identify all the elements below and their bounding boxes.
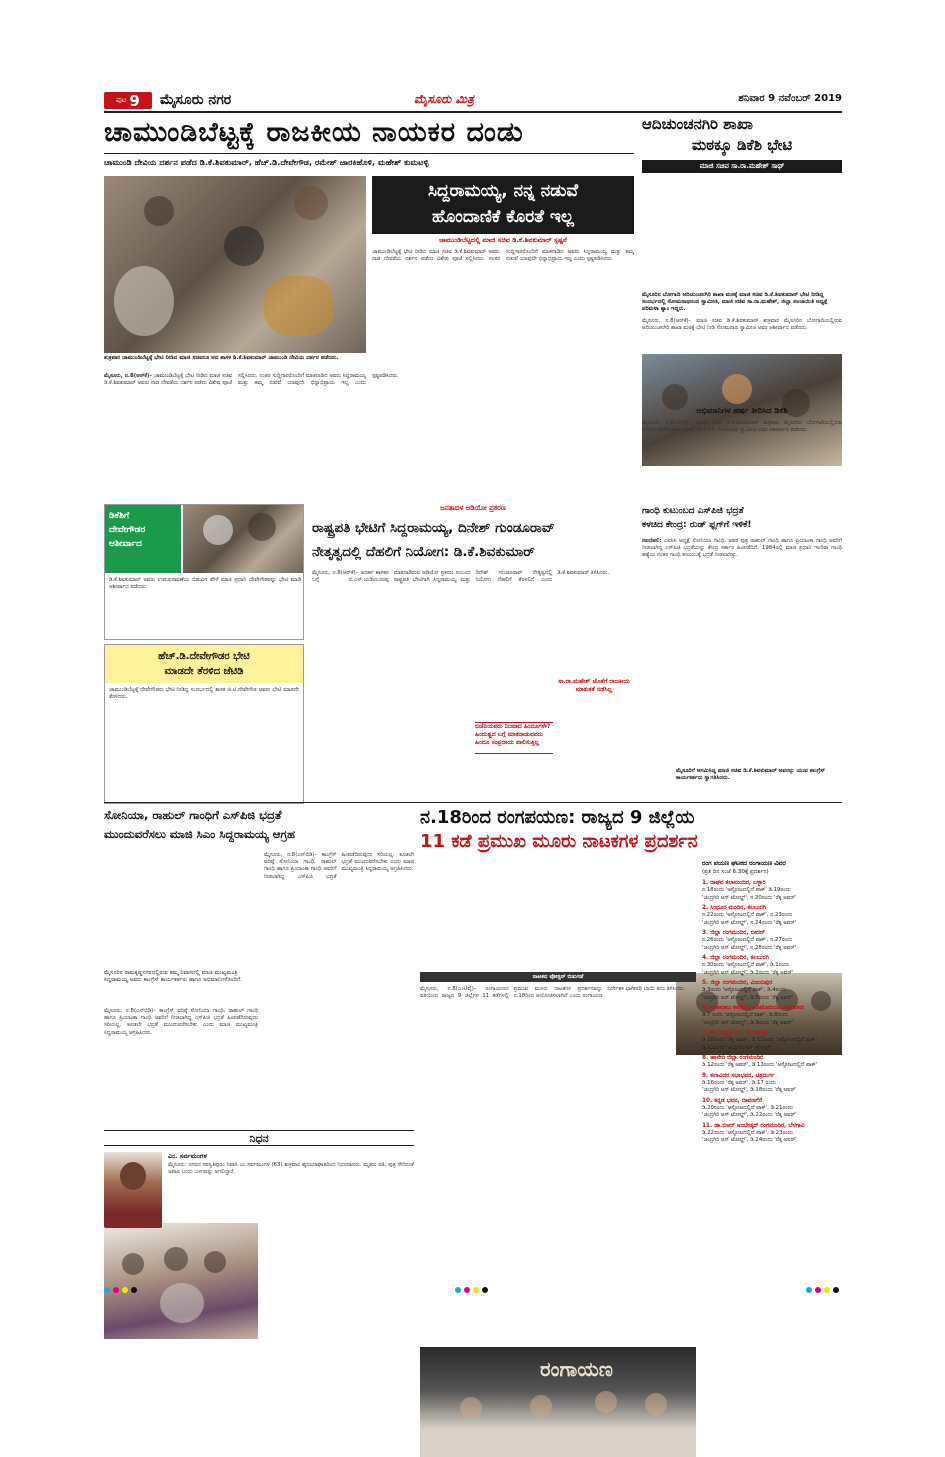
- schedule-subtitle: (ಪ್ರತಿ ದಿನ ಸಂಜೆ 6.30ಕ್ಕೆ ಪ್ರದರ್ಶನ): [702, 869, 769, 875]
- schedule-show: 'ಚಂದ್ರಗಿರಿ ಅನ್ ಟೋಲ್ಡ್', ನ.20ರಂದು 'ರೆಕ್ಕ ಅವರ್': [702, 894, 797, 901]
- schedule-show: 'ಚಂದ್ರಗಿರಿ ಅನ್ ಟೋಲ್ಡ್', ಡಿ.5ರಂದು 'ರೆಕ್ಕ ಅವರ್': [702, 994, 794, 1001]
- side1-photo-caption: ಮೈಸೂರಿನ ಬೋಗಾದಿ ಆದಿಚುಂಚನಗಿರಿ ಶಾಖಾ ಮಠಕ್ಕೆ ಮಾಜಿ ಸಚಿವ ಡಿ.ಕೆ.ಶಿವಕುಮಾರ್ ಭೇಟಿ ನೀಡಿದ್ದ ಸಂದರ್ಭದಲ್ಲಿ ಸೋಮನಾಥನಂದ ಸ್ವಾಮೀಜಿ, ಮಾಜಿ ಸಚಿವ ಸಾ.ರಾ.ಮಹೇಶ್, ಜಿಲ್ಲಾ ಪಂಚಾಯಿತಿ ಅಧ್ಯಕ್ಷೆ ಪರಿಮಳಾ ಶ್ಯಾಂ ಇದ್ದರು.: [642, 292, 828, 312]
- lead-body: ಚಾಮುಂಡಿಬೆಟ್ಟಕ್ಕೆ ಭೇಟಿ ನೀಡಿದ ಮಾಜಿ ಸಚಿವ ಡಿ.ಕೆ.ಶಿವಕುಮಾರ್ ಅವರು ನಾಡ ದೇವತೆಯ ದರ್ಶನ ಪಡೆದು ವಿಶೇಷ ಪೂಜೆ ಸಲ್ಲಿಸಿದರು. ನಂತರ ಸುದ್ದಿಗಾರರೊಂದಿಗೆ ಮಾತನಾಡಿದ ಅವರು ಸಿದ್ದರಾಮಯ್ಯ ಮತ್ತು ತಮ್ಮ ನಡುವೆ ಯಾವುದೇ ಭಿನ್ನಾಭಿಪ್ರಾಯ ಇಲ್ಲ ಎಂದು ಸ್ಪಷ್ಟಪಡಿಸಿದರು.: [104, 373, 399, 387]
- story4-headline-line2: 11 ಕಡೆ ಪ್ರಮುಖ ಮೂರು ನಾಟಕಗಳ ಪ್ರದರ್ಶನ: [420, 831, 698, 852]
- schedule-show: 'ಚಂದ್ರಗಿರಿ ಅನ್ ಟೋಲ್ಡ್', ಡಿ.18ರಂದು 'ರೆಕ್ಕ ಅವರ್': [702, 1087, 797, 1093]
- side2-text: [642, 538, 842, 678]
- story3-body-left: ಮೈಸೂರು, ನ.8(ಎಸ್‌ಬಿಡಿ)– ಕಾಂಗ್ರೆಸ್ ವರಿಷ್ಠೆ ಸೋನಿಯಾ ಗಾಂಧಿ, ರಾಹುಲ್ ಗಾಂಧಿ ಹಾಗೂ ಪ್ರಿಯಾಂಕಾ ಗಾಂಧಿ ಅವರಿಗೆ ನೀಡಲಾಗಿದ್ದ ಎಸ್‌ಪಿಜಿ ಭದ್ರತೆ ಹಿಂಪಡೆದಿರುವುದು ಸರಿಯಲ್ಲ. ಕೂಡಲೇ ಭದ್ರತೆ ಮುಂದುವರೆಸಬೇಕು ಎಂದು ಮಾಜಿ ಮುಖ್ಯಮಂತ್ರಿ ಸಿದ್ದರಾಮಯ್ಯ ಆಗ್ರಹಿಸಿದರು.: [104, 1008, 258, 1036]
- schedule-show: ನ.26ರಂದು 'ಆಸ್ಫೋಟದಲ್ಲಿದೆ ಪಾಕ್', ನ.27ರಂದು: [702, 937, 793, 943]
- box2-body: ಚಾಮುಂಡಿಬೆಟ್ಟಕ್ಕೆ ದೇವೇಗೌಡರು ಭೇಟಿ ನೀಡಿದ್ದ ಸಂದರ್ಭದಲ್ಲಿ ಶಾಸಕ ಜಿ.ಟಿ.ದೇವೇಗೌಡ ಅವರು ಭೇಟಿ ಮಾಡದೇ ತೆರಳಿದರು.: [109, 687, 299, 701]
- story4-photo-caption: ನಾಟಕದ ಪೋಸ್ಟರ್ ಬಿಡುಗಡೆ: [420, 972, 696, 982]
- header-rule: [104, 111, 842, 113]
- schedule-venue: 1. ರಾಘವ ಕಲಾಮಂದಿರ, ಬಳ್ಳಾರಿ: [702, 880, 766, 886]
- schedule-venue: 9. ಕಲಾವಿದರ ಸಭಾಭವನ, ಚಿತ್ರದುರ್ಗ: [702, 1072, 775, 1079]
- dot-magenta: [815, 1287, 821, 1293]
- lead-headline: ಚಾಮುಂಡಿಬೆಟ್ಟಕ್ಕೆ ರಾಜಕೀಯ ನಾಯಕರ ದಂಡು: [104, 117, 524, 148]
- story2-headline-line2: ನೇತೃತ್ವದಲ್ಲಿ ದೆಹಲಿಗೆ ನಿಯೋಗ: ಡಿ.ಕೆ.ಶಿವಕುಮಾರ್: [312, 544, 535, 560]
- box1-title-line2: ದೇವೇಗೌಡರ: [109, 525, 146, 535]
- schedule-venue: 3. ಜಿಲ್ಲಾ ರಂಗಮಂದಿರ, ಬೀದರ್: [702, 930, 765, 936]
- schedule-show: 'ಚಂದ್ರಗಿರಿ ಅನ್ ಟೋಲ್ಡ್', ಡಿ.24ರಂದು 'ರೆಕ್ಕ ಅವರ್': [702, 1137, 797, 1143]
- box1-title-line1: ಡಿಕೆಶಿಗೆ: [109, 511, 130, 521]
- schedule-show: ಡಿ.3ರಂದು 'ಆಸ್ಫೋಟದಲ್ಲಿದೆ ಪಾಕ್', ಡಿ.4ರಂದು: [702, 987, 787, 993]
- story4-headline-line1: ನ.18ರಿಂದ ರಂಗಪಯಣ: ರಾಜ್ಯದ 9 ಜಿಲ್ಲೆಯ: [420, 807, 695, 828]
- schedule-show: ಡಿ.12ರಂದು 'ಚಂದ್ರಗಿರಿ ಅನ್ ಟೋಲ್ಡ್': [702, 1044, 771, 1051]
- story3-body: ಮೈಸೂರು, ನ.8(ಎಸ್‌ಬಿಡಿ)– ಕಾಂಗ್ರೆಸ್ ವರಿಷ್ಠೆ ಸೋನಿಯಾ ಗಾಂಧಿ, ರಾಹುಲ್ ಗಾಂಧಿ ಹಾಗೂ ಪ್ರಿಯಾಂಕಾ ಗಾಂಧಿ ಅವರಿಗೆ ನೀಡಲಾಗಿದ್ದ ಎಸ್‌ಪಿಜಿ ಭದ್ರತೆ ಹಿಂಪಡೆದಿರುವುದು ಸರಿಯಲ್ಲ. ಕೂಡಲೇ ಭದ್ರತೆ ಮುಂದುವರೆಸಬೇಕು ಎಂದು ಮಾಜಿ ಮುಖ್ಯಮಂತ್ರಿ ಸಿದ್ದರಾಮಯ್ಯ ಆಗ್ರಹಿಸಿದರು.: [264, 852, 414, 880]
- divider-mid: [104, 802, 842, 803]
- page-number: 9: [129, 91, 140, 110]
- box1-title: [105, 505, 181, 573]
- dot-yellow: [473, 1287, 479, 1293]
- story2-subhead: ಸಾ.ರಾ.ಮಹೇಶ್ ಜೊತೆಗೆ ರಾಜಕೀಯ ಮಾತುಕತೆ ನಡೆಸಿಲ್ಲ: [558, 678, 630, 693]
- lead-rule: [104, 153, 634, 154]
- story2-kicker: ಜನತಾದಳ ಅಡಿಯೋ ಪ್ರಕರಣ: [440, 504, 506, 512]
- box2-title-line1: ಹೆಚ್.ಡಿ.ದೇವೇಗೌಡರ ಭೇಟಿ: [158, 651, 250, 662]
- schedule-title: ರಂಗ ಪಯಣ ಘಟಕದ ರಂಗಾಯಣ ವಿವರ: [702, 860, 786, 867]
- story2-body: ಮೈಸೂರು, ನ.8(ಆರ್‌ಕೆ)– ಅನರ್ಹ ಶಾಸಕರ ಬಗ್ಗೆ ಬಿ.ಎಸ್.ಯಡಿಯೂರಪ್ಪ ಮಾತನಾಡಿರುವ ಆಡಿಯೋ ಪ್ರಕರಣ ಸಂಬಂಧ ರಾಷ್ಟ್ರಪತಿ ಭೇಟಿಗಾಗಿ ಸಿದ್ದರಾಮಯ್ಯ ಮತ್ತು ದಿನೇಶ್ ಗುಂಡೂರಾವ್ ನೇತೃತ್ವದಲ್ಲಿ ನಿಯೋಗ ದೆಹಲಿಗೆ ತೆರಳಲಿದೆ ಎಂದು ಡಿ.ಕೆ.ಶಿವಕುಮಾರ್ ತಿಳಿಸಿದರು.: [312, 570, 610, 584]
- schedule-venue: 11. ಡಾ.ಬಿಆರ್ ಅಂಬೇಡ್ಕರ್ ರಂಗಮಂದಿರ, ಬೆಳಗಾವಿ: [702, 1122, 805, 1129]
- dot-black: [482, 1287, 488, 1293]
- obituary-heading: ನಿಧನ: [104, 1130, 414, 1146]
- box1-title-line3: ಆಶೀರ್ವಾದ: [109, 539, 142, 549]
- schedule-show: ನ.30ರಂದು 'ಆಸ್ಫೋಟದಲ್ಲಿದೆ ಪಾಕ್', ಡಿ.1ರಂದು: [702, 962, 790, 968]
- lead-dateline: ಮೈಸೂರು, ನ.8(ಆರ್‌ಕೆ)–: [104, 373, 153, 379]
- schedule-show: ಡಿ.22ರಂದು 'ಆಸ್ಫೋಟದಲ್ಲಿದೆ ಪಾಕ್', ಡಿ.23ರಂದು: [702, 1129, 793, 1136]
- schedule-venue: 2. ಸಿಂಧೂರ ಮಂದಿರ, ಕಲಬುರಗಿ: [702, 905, 766, 911]
- schedule-box: [702, 860, 842, 1260]
- registration-dots-center: [455, 1278, 491, 1297]
- side2-body: ಎಐಸಿಸಿ ಅಧ್ಯಕ್ಷೆ ಸೋನಿಯಾ ಗಾಂಧಿ, ಅವರ ಪುತ್ರ ರಾಹುಲ್ ಗಾಂಧಿ ಹಾಗೂ ಪ್ರಿಯಾಂಕಾ ಗಾಂಧಿ ಅವರಿಗೆ ನೀಡಲಾಗಿದ್ದ ಎಸ್‌ಪಿಜಿ ಭದ್ರತೆಯನ್ನು ಕೇಂದ್ರ ಸರ್ಕಾರ ಹಿಂಪಡೆದಿದೆ. 1984ರಲ್ಲಿ ಮಾಜಿ ಪ್ರಧಾನಿ ಇಂದಿರಾ ಗಾಂಧಿ ಹತ್ಯೆಯ ನಂತರ ಗಾಂಧಿ ಕುಟುಂಬಕ್ಕೆ ಭದ್ರತೆ ನೀಡಲಾಗಿತ್ತು.: [642, 538, 842, 559]
- schedule-venue: 4. ಜಿಲ್ಲಾ ರಂಗಮಂದಿರ, ಕಲಬುರಗಿ: [702, 955, 769, 961]
- side1-headline-line2: ಮಠಕ್ಕೂ ಡಿಕೆಶಿ ಭೇಟಿ: [691, 136, 793, 154]
- side1-body-2: ಮೈಸೂರು, ನ.8(ಆರ್‌ಕೆ)– ಮಾಜಿ ಸಚಿವ ಡಿ.ಕೆ.ಶಿವಕುಮಾರ್ ಶುಕ್ರವಾರ ಮೈಸೂರಿನ ಬೋಗಾದಿಯಲ್ಲಿರುವ ಆದಿಚುಂಚನಗಿರಿ ಶಾಖಾ ಮಠಕ್ಕೆ ಭೇಟಿ ನೀಡಿ ಸೋಮನಾಥ ಸ್ವಾಮೀಜಿ ಅವರ ಆಶೀರ್ವಾದ ಪಡೆದರು.: [642, 420, 842, 434]
- dot-magenta: [464, 1287, 470, 1293]
- story4-banner-text: ರಂಗಾಯಣ: [540, 1357, 613, 1381]
- story3-headline-line2: ಮುಂದುವರೆಸಲು ಮಾಜಿ ಸಿಎಂ ಸಿದ್ದರಾಮಯ್ಯ ಆಗ್ರಹ: [104, 827, 296, 841]
- story3-photo-caption: ಮೈಸೂರಿನ ರಾಮಕೃಷ್ಣನಗರದಲ್ಲಿರುವ ತಮ್ಮ ನಿವಾಸದಲ್ಲಿ ಮಾಜಿ ಮುಖ್ಯಮಂತ್ರಿ ಸಿದ್ದರಾಮಯ್ಯ ಅವರು ಕಾಂಗ್ರೆಸ್ ಕಾರ್ಯಕರ್ತರು ಹಾಗೂ ಅಭಿಮಾನಿಗಳೊಂದಿಗೆ.: [104, 970, 243, 983]
- issue-date: ಶನಿವಾರ 9 ನವೆಂಬರ್ 2019: [738, 93, 842, 104]
- side2-dateline: ನವದೆಹಲಿ:: [642, 538, 662, 544]
- schedule-show: ಡಿ.12ರಂದು 'ರೆಕ್ಕ ಅವರ್', ಡಿ.13ರಂದು 'ಆಸ್ಫೋಟದಲ್ಲಿದೆ ಪಾಕ್': [702, 1062, 817, 1068]
- story2-headline-line1: ರಾಷ್ಟ್ರಪತಿ ಭೇಟಿಗೆ ಸಿದ್ದರಾಮಯ್ಯ, ದಿನೇಶ್ ಗುಂಡೂರಾವ್: [312, 520, 555, 536]
- box1-body: ಡಿ.ಕೆ.ಶಿವಕುಮಾರ್ ಅವರು ಉಪಚುನಾವಣೆಯ ಬಿಡುವಿನ ವೇಳೆ ಮಾಜಿ ಪ್ರಧಾನಿ ದೇವೇಗೌಡರನ್ನು ಭೇಟಿ ಮಾಡಿ ಆಶೀರ್ವಾದ ಪಡೆದರು.: [109, 577, 301, 591]
- side1-subhead: ಅಭಿಮಾನಿಗಳ ಹರ್ಷ ತೀರಿಸಿದ ಡಿಕೆಶಿ: [696, 406, 788, 415]
- schedule-show: ನ.22ರಂದು 'ಆಸ್ಫೋಟದಲ್ಲಿದೆ ಪಾಕ್', ನ.23ರಂದು: [702, 912, 793, 918]
- side1-kicker: ಮಾಜಿ ಸಚಿವ ಸಾ.ರಾ.ಮಹೇಶ್ ಸಾಥ್: [642, 160, 842, 173]
- schedule-show: ನ.18ರಂದು 'ಆಸ್ಫೋಟದಲ್ಲಿದೆ ಪಾಕ್' ಡಿ.19ರಂದು: [702, 887, 791, 893]
- side1-headline: [642, 114, 842, 158]
- section-title: ಮೈಸೂರು ನಗರ: [160, 92, 232, 108]
- story2-headline: [312, 516, 634, 566]
- page-header: [104, 90, 842, 112]
- schedule-venue: 8. ಹಾವೇರಿ ಜಿಲ್ಲಾ ರಂಗಮಂದಿರ: [702, 1055, 764, 1061]
- box2-title-line2: ಮಾಡದೇ ತೆರಳಿದ ಜೆಟಿಡಿ: [164, 666, 244, 677]
- registration-dots-right: [806, 1278, 842, 1297]
- lead-quote-line1: ಸಿದ್ದರಾಮಯ್ಯ, ನನ್ನ ನಡುವೆ: [427, 181, 579, 201]
- box1: [104, 504, 304, 640]
- story2-pullquote: ಬಿಜೆಪಿಯವರು ನಿಜವಾದ ಹಿಂದೂಗಳೇ? ಹಿಂದುತ್ವದ ಬಗ್ಗೆ ಮಾತನಾಡುವವರು ಹಿಂದೂ ಸಂಪ್ರದಾಯ ಪಾಲಿಸುತ್ತಿಲ್ಲ: [475, 722, 553, 754]
- schedule-venue: 10. ಕನ್ನಡ ಭವನ, ದಾವಣಗೆರೆ: [702, 1097, 763, 1104]
- side2-headline: [642, 504, 842, 536]
- obituary-photo: [104, 1152, 162, 1228]
- obituary: [104, 1130, 414, 1260]
- lead-quote-kicker: ಚಾಮುಂಡಿಬೆಟ್ಟದಲ್ಲಿ ಮಾಜಿ ಸಚಿವ ಡಿ.ಕೆ.ಶಿವಕುಮಾರ್ ಸ್ಪಷ್ಟನೆ: [439, 236, 567, 244]
- schedule-show: 'ಚಂದ್ರಗಿರಿ ಅನ್ ಟೋಲ್ಡ್', ನ.24ರಂದು 'ರೆಕ್ಕ ಅವರ್': [702, 919, 797, 926]
- schedule-show: 'ಚಂದ್ರಗಿರಿ ಅನ್ ಟೋಲ್ಡ್', ಡಿ.9ರಂದು 'ರೆಕ್ಕ ಅವರ್': [702, 1019, 794, 1026]
- lead-body-right: ಚಾಮುಂಡಿಬೆಟ್ಟಕ್ಕೆ ಭೇಟಿ ನೀಡಿದ ಮಾಜಿ ಸಚಿವ ಡಿ.ಕೆ.ಶಿವಕುಮಾರ್ ಅವರು ನಾಡ ದೇವತೆಯ ದರ್ಶನ ಪಡೆದು ವಿಶೇಷ ಪೂಜೆ ಸಲ್ಲಿಸಿದರು. ನಂತರ ಸುದ್ದಿಗಾರರೊಂದಿಗೆ ಮಾತನಾಡಿದ ಅವರು ಸಿದ್ದರಾಮಯ್ಯ ಮತ್ತು ತಮ್ಮ ನಡುವೆ ಯಾವುದೇ ಭಿನ್ನಾಭಿಪ್ರಾಯ ಇಲ್ಲ ಎಂದು ಸ್ಪಷ್ಟಪಡಿಸಿದರು.: [372, 249, 634, 263]
- masthead: ಮೈಸೂರು ಮಿತ್ರ: [414, 92, 474, 106]
- side1-body: ಮೈಸೂರು, ನ.8(ಆರ್‌ಕೆ)– ಮಾಜಿ ಸಚಿವ ಡಿ.ಕೆ.ಶಿವಕುಮಾರ್ ಶುಕ್ರವಾರ ಮೈಸೂರಿನ ಬೋಗಾದಿಯಲ್ಲಿರುವ ಆದಿಚುಂಚನಗಿರಿ ಶಾಖಾ ಮಠಕ್ಕೆ ಭೇಟಿ ನೀಡಿ ಸೋಮನಾಥ ಸ್ವಾಮೀಜಿ ಅವರ ಆಶೀರ್ವಾದ ಪಡೆದರು.: [642, 318, 842, 332]
- box2: [104, 644, 304, 804]
- obituary-name: ಎಂ. ಸರ್ವಮಂಗಳ: [168, 1152, 207, 1160]
- side2-headline-line1: ಗಾಂಧಿ ಕುಟುಂಬದ ಎಸ್‌ಪಿಜಿ ಭದ್ರತೆ: [642, 506, 744, 516]
- dot-cyan: [806, 1287, 812, 1293]
- schedule-show: 'ಚಂದ್ರಗಿರಿ ಅನ್ ಟೋಲ್ಡ್', ಡಿ.22ರಂದು 'ರೆಕ್ಕ ಅವರ್': [702, 1112, 797, 1118]
- dot-yellow: [824, 1287, 830, 1293]
- dot-black: [833, 1287, 839, 1293]
- schedule-show: ಡಿ.7 ರಂದು 'ಆಸ್ಫೋಟದಲ್ಲಿದೆ ಪಾಕ್', ಡಿ.8ರಂದು: [702, 1012, 788, 1018]
- side2-photo-caption: ಮೈಸೂರಿಗೆ ಆಗಮಿಸಿದ್ದ ಮಾಜಿ ಸಚಿವ ಡಿ.ಕೆ.ಶಿವಕುಮಾರ್ ಅವರನ್ನು ಯುವ ಕಾಂಗ್ರೆಸ್ ಕಾರ್ಯಕರ್ತರು ಸ್ವಾಗತಿಸಿದರು.: [676, 768, 826, 781]
- lead-photo: [104, 176, 366, 353]
- box2-title: [105, 645, 303, 683]
- registration-dots-left: [104, 1278, 140, 1297]
- story3-headline-line1: ಸೋನಿಯಾ, ರಾಹುಲ್ ಗಾಂಧಿಗೆ ಎಸ್‌ಪಿಜಿ ಭದ್ರತೆ: [104, 808, 282, 822]
- schedule-venue: 7. ಹಂಪಿ ಕನ್ನಡ ವಿವಿ, ಹೊಸಪೇಟೆ: [702, 1030, 768, 1036]
- schedule-list: [702, 879, 842, 1145]
- story4-columns: [420, 986, 696, 1260]
- side1-headline-line1: ಆದಿಚುಂಚನಗಿರಿ ಶಾಖಾ: [642, 115, 753, 133]
- page-label: ಪುಟ: [116, 96, 127, 104]
- schedule-venue: 6. ಮಹಾರಾಜ ಕಾಲೇಜಿನ ಆಡಿಟೋರಿಯಂ, ಧಾರವಾಡ: [702, 1005, 804, 1011]
- lead-column-bottom: [104, 373, 634, 498]
- schedule-show: ಡಿ.16ರಂದು 'ರೆಕ್ಕ ಅವರ್', ಡಿ.17 ರಂದು: [702, 1079, 776, 1086]
- story4-headline: [420, 806, 842, 852]
- dot-cyan: [104, 1287, 110, 1293]
- obituary-body: ಮೈಸೂರು: ನಗರದ ಸರಸ್ವತಿಪುರಂ ನಿವಾಸಿ ಎಂ.ಸರ್ವಮಂಗಳ (63) ಶುಕ್ರವಾರ ಹೃದಯಾಘಾತದಿಂದ ನಿಧನರಾದರು. ಮೃತರು ಪತಿ, ಪುತ್ರ ಸೇರಿದಂತೆ ಅಪಾರ ಬಂಧು ಬಳಗವನ್ನು ಅಗಲಿದ್ದಾರೆ.: [168, 1162, 414, 1176]
- dot-magenta: [113, 1287, 119, 1293]
- lead-photo-caption: ಶುಕ್ರವಾರ ಚಾಮುಂಡಿಬೆಟ್ಟಕ್ಕೆ ಭೇಟಿ ನೀಡಿದ ಮಾಜಿ ಸಚಿವರೂ ಆದ ಶಾಸಕ ಡಿ.ಕೆ.ಶಿವಕುಮಾರ್ ಚಾಮುಂಡಿ ದೇವಿಯ ದರ್ಶನ ಪಡೆದರು.: [104, 355, 339, 361]
- schedule-show: 'ಚಂದ್ರಗಿರಿ ಅನ್ ಟೋಲ್ಡ್', ನ.28ರಂದು 'ರೆಕ್ಕ ಅವರ್': [702, 944, 797, 951]
- dot-cyan: [455, 1287, 461, 1293]
- story4-photo: [420, 1347, 696, 1457]
- story3-columns: [264, 852, 414, 1128]
- schedule-show: ಡಿ.20ರಂದು 'ಆಸ್ಫೋಟದಲ್ಲಿದೆ ಪಾಕ್', ಡಿ.21ರಂದು: [702, 1104, 793, 1111]
- lead-quote-line2: ಹೊಂದಾಣಿಕೆ ಕೊರತೆ ಇಲ್ಲ: [432, 207, 574, 227]
- box1-photo: [183, 505, 303, 573]
- lead-subhead: ಚಾಮುಂಡಿ ದೇವಿಯ ದರ್ಶನ ಪಡೆದ ಡಿ.ಕೆ.ಶಿವಕುಮಾರ್, ಹೆಚ್.ಡಿ.ದೇವೇಗೌಡ, ರಮೇಶ್ ಜಾರಕಿಹೊಳಿ, ಮಹೇಶ್ ಕುಮಟಳ್ಳಿ: [104, 157, 429, 167]
- dot-yellow: [122, 1287, 128, 1293]
- page-number-badge: [104, 92, 152, 109]
- lead-column-right: [372, 249, 634, 373]
- lead-quote-box: [372, 176, 634, 234]
- side2-headline-line2: ಕಳಚಿದ ಕೇಂದ್ರ: ರುಡ್ ಫ್ಲಗ್‌ಗೆ ಇಳಿಕೆ!: [642, 520, 752, 530]
- story4-body: ಮೈಸೂರು, ನ.8(ಎಂಟಿವೈ)– ರಂಗಾಯಣದ ವತಿಯಿಂದ ರಾಜ್ಯದ 9 ಜಿಲ್ಲೆಗಳ 11 ಕಡೆಗಳಲ್ಲಿ ಪ್ರಮುಖ ಮೂರು ನಾಟಕಗಳ ಪ್ರದರ್ಶನವನ್ನು ನ.18ರಿಂದ ಆಯೋಜಿಸಲಾಗಿದೆ ಎಂದು ರಂಗಾಯಣ ನಿರ್ದೇಶಕ ಭಾಗೀರಥಿ ಬಾಯಿ ಕದಂ ತಿಳಿಸಿದರು.: [420, 986, 686, 1000]
- story3-headline: [104, 806, 414, 846]
- schedule-show: 'ಚಂದ್ರಗಿರಿ ಅನ್ ಟೋಲ್ಡ್', ಡಿ.2ರಂದು 'ರೆಕ್ಕ ಅವರ್': [702, 969, 794, 976]
- schedule-show: ಡಿ.10ರಂದು 'ರೆಕ್ಕ ಅವರ್', ಡಿ.11ರಂದು 'ಆಸ್ಫೋಟದಲ್ಲಿದೆ ಪಾಕ್',: [702, 1037, 819, 1043]
- schedule-venue: 5. ಜಿಲ್ಲಾ ರಂಗಮಂದಿರ, ವಿಜಯಪುರ: [702, 980, 773, 986]
- dot-black: [131, 1287, 137, 1293]
